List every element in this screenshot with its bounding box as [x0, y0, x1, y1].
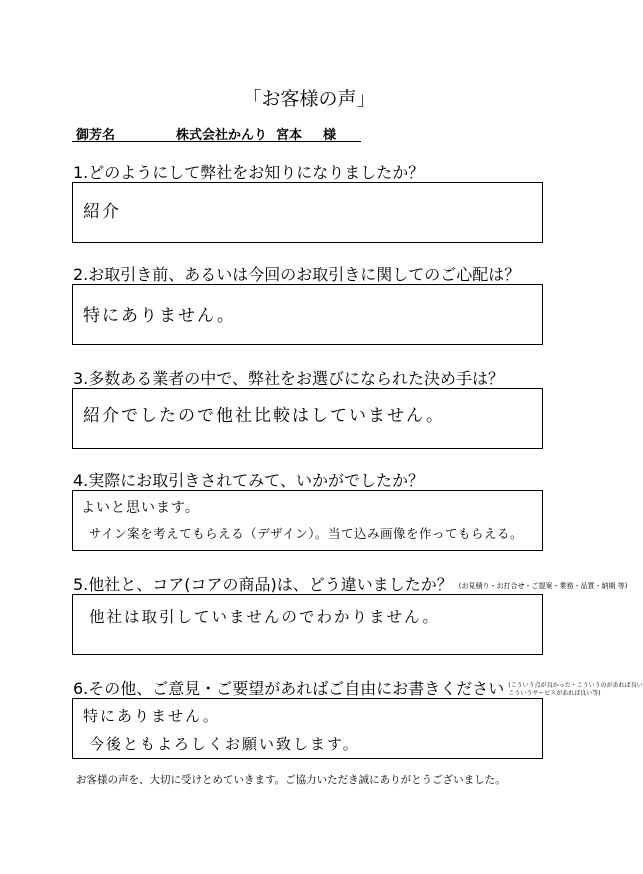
question-1: 1.どのようにして弊社をお知りになりましたか？ — [73, 163, 425, 182]
answer-5-line-1: 他社は取引していませんのでわかりません。 — [89, 608, 440, 626]
answer-box-5 — [72, 594, 543, 655]
question-5-note: (お見積り・お打合せ・ご提案・業務・品質・納期 等) — [458, 581, 628, 590]
question-5-text: 5.他社と、コア(コアの商品)は、どう違いましたか？ — [73, 575, 453, 594]
question-2: 2.お取引き前、あるいは今回のお取引きに関してのご心配は？ — [73, 265, 521, 284]
person-name: 宮本 — [276, 128, 303, 143]
answer-box-2 — [72, 284, 543, 345]
question-6-note-line-1: (こういう点が良かった・こういうのがあれば良い — [508, 681, 643, 689]
question-3: 3.多数ある業者の中で、弊社をお選びになられた決め手は？ — [73, 369, 504, 388]
question-6-note — [508, 682, 642, 698]
answer-box-4 — [72, 490, 543, 551]
page-title: 「お客様の声」 — [242, 88, 376, 110]
answer-box-6 — [72, 698, 543, 759]
answer-2-line-1: 特にありません。 — [83, 306, 237, 326]
company-name: 株式会社かんり — [176, 128, 268, 143]
answer-6-line-1: 特にありません。 — [83, 707, 220, 725]
question-6-text: 6.その他、ご意見・ご要望があればご自由にお書きください — [73, 679, 505, 698]
honorific: 様 — [323, 128, 337, 143]
answer-4-line-1: よいと思います。 — [81, 500, 200, 516]
footer-thanks: お客様の声を、大切に受けとめていきます。ご協力いただき誠にありがとうございました。 — [76, 774, 506, 786]
answer-4-line-2: サイン案を考えてもらえる（デザイン）。当て込み画像を作ってもらえる。 — [89, 526, 524, 541]
answer-1-line-1: 紹介 — [83, 202, 121, 222]
name-underline — [72, 141, 361, 142]
question-6 — [73, 676, 643, 699]
recipient-label: 御芳名 — [76, 128, 116, 143]
answer-6-line-2: 今後ともよろしくお願い致します。 — [89, 735, 360, 753]
question-6-note-line-2: こういうサービスがあれば良い等) — [508, 689, 601, 697]
answer-box-1 — [72, 182, 543, 243]
question-5 — [73, 572, 627, 595]
answer-box-3 — [72, 388, 543, 449]
answer-3-line-1: 紹介でしたので他社比較はしていません。 — [83, 406, 446, 426]
question-4: 4.実際にお取引きされてみて、いかがでしたか？ — [73, 471, 424, 490]
